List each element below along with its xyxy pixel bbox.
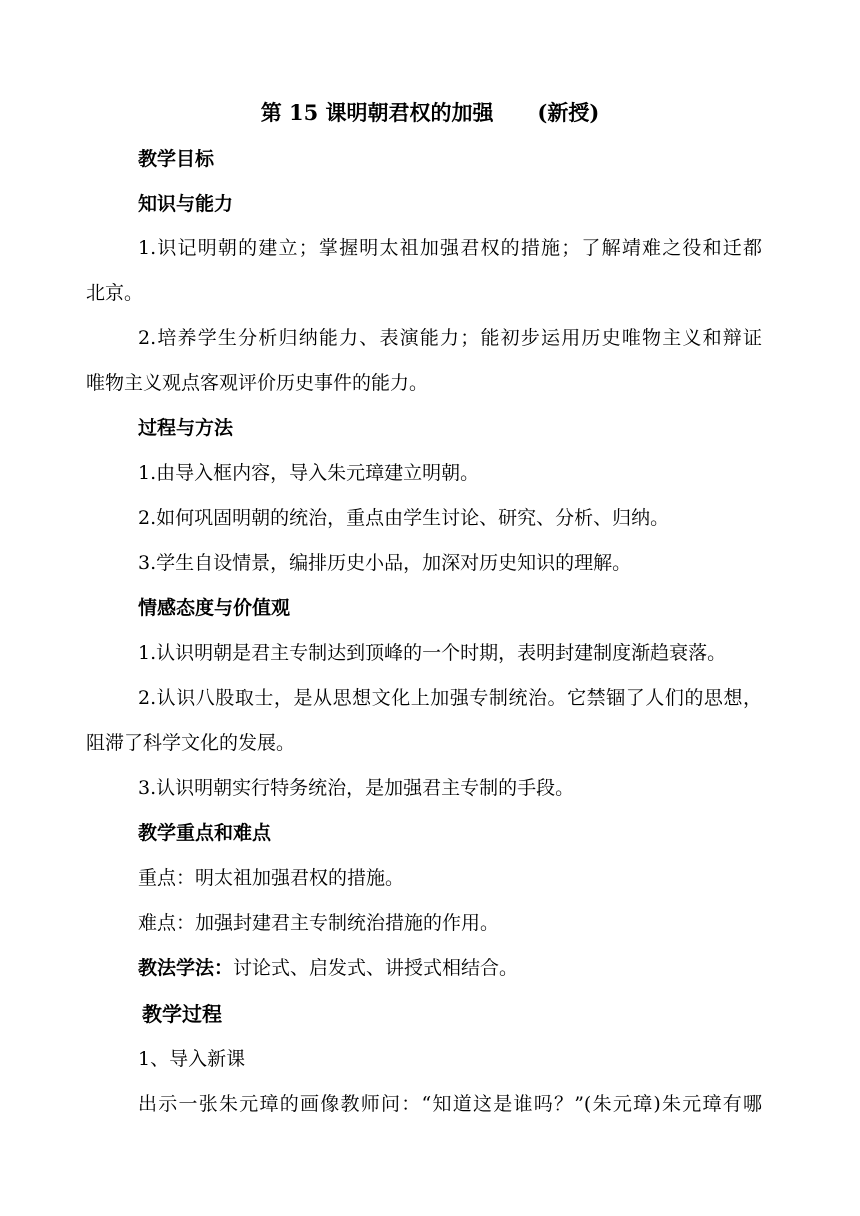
heading-key-difficult: 教学重点和难点 xyxy=(138,822,272,844)
ev-item2-line2: 阻滞了科学文化的发展。 xyxy=(86,732,296,754)
pm-item3: 3.学生自设情景，编排历史小品，加深对历史知识的理解。 xyxy=(138,552,632,574)
ev-item2-line1: 2.认识八股取士，是从思想文化上加强专制统治。它禁锢了人们的思想， xyxy=(138,687,762,709)
difficult-point: 难点：加强封建君主专制统治措施的作用。 xyxy=(138,912,500,934)
heading-emotion-values: 情感态度与价值观 xyxy=(138,597,291,619)
ka-item1-line1: 1.识记明朝的建立；掌握明太祖加强君权的措施；了解靖难之役和迁都 xyxy=(138,237,762,259)
ev-item1: 1.认识明朝是君主专制达到顶峰的一个时期，表明封建制度渐趋衰落。 xyxy=(138,642,727,664)
step1-text: 出示一张朱元璋的画像教师问：“知道这是谁吗？”(朱元璋)朱元璋有哪 xyxy=(138,1093,762,1115)
methods-label: 教法学法： xyxy=(138,957,234,979)
heading-knowledge-ability: 知识与能力 xyxy=(138,193,234,215)
ka-item2-line2: 唯物主义观点客观评价历史事件的能力。 xyxy=(86,372,429,394)
document-title: 第 15 课明朝君权的加强 (新授) xyxy=(260,100,600,125)
ka-item1-line2: 北京。 xyxy=(86,282,144,304)
ev-item3: 3.认识明朝实行特务统治，是加强君主专制的手段。 xyxy=(138,777,575,799)
pm-item2: 2.如何巩固明朝的统治，重点由学生讨论、研究、分析、归纳。 xyxy=(138,507,670,529)
methods-line xyxy=(0,954,860,982)
pm-item1: 1.由导入框内容，导入朱元璋建立明朝。 xyxy=(138,462,480,484)
step1-heading: 1、导入新课 xyxy=(138,1048,246,1070)
ka-item2-line1: 2.培养学生分析归纳能力、表演能力；能初步运用历史唯物主义和辩证 xyxy=(138,327,762,349)
heading-teaching-process: 教学过程 xyxy=(142,1002,222,1026)
methods-text: 讨论式、启发式、讲授式相结合。 xyxy=(233,957,519,979)
key-point: 重点：明太祖加强君权的措施。 xyxy=(138,867,405,889)
heading-process-method: 过程与方法 xyxy=(138,417,234,439)
heading-teaching-goals: 教学目标 xyxy=(138,148,215,170)
